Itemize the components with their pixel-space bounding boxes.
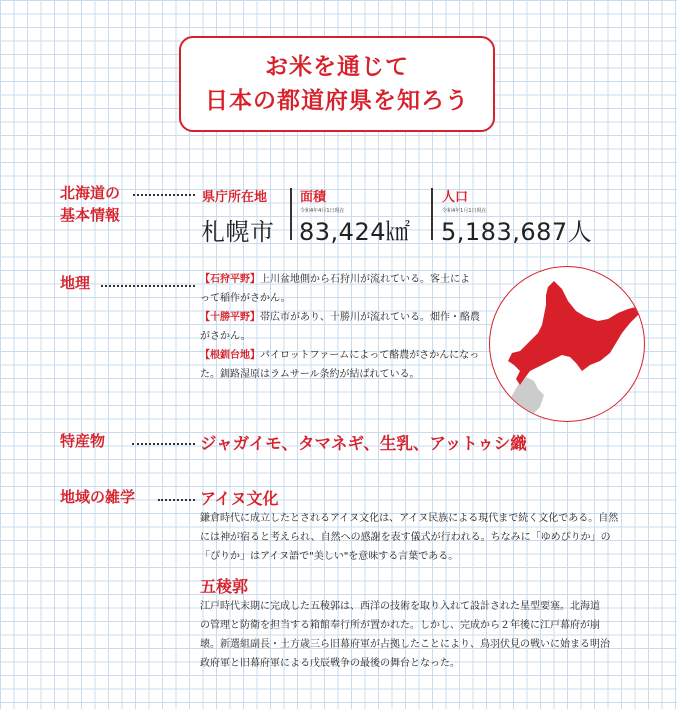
geo-line: って稲作がさかん。 [200,293,291,304]
neighbor-land [504,377,544,421]
paragraph-line: 「ぴりか」はアイヌ語で"美しい"を意味する言葉である。 [200,551,459,562]
geo-tag: 【十勝平野】 [200,312,260,323]
geo-line: 上川盆地側から石狩川が流れている。客土によ [260,274,470,285]
divider-2 [431,188,433,240]
area-value: 83,424㎢ [299,218,411,246]
products-leader [132,443,195,445]
title-line-1: お米を通じて [265,54,409,80]
trivia-label: 地域の雑学 [60,488,136,506]
paragraph-line: の管理と防衛を担当する箱館奉行所が置かれた。しかし、完成から２年後に江戸幕府が崩 [200,620,600,631]
ainu-heading: アイヌ文化 [200,489,279,508]
hokkaido-map [489,266,645,422]
capital-caption: 県庁所在地 [202,190,268,205]
geography-text [200,270,500,384]
paragraph-line: には神が宿ると考えられ、自然への感謝を表す儀式が行われる。ちなみに「ゆめぴりか」の [200,532,611,543]
geo-item-ishikari [200,270,500,308]
ainu-paragraph [200,509,632,566]
products-value: ジャガイモ、タマネギ、生乳、アットゥシ織 [200,434,527,453]
geo-tag: 【石狩平野】 [200,274,260,285]
hokkaido-shape [508,281,640,385]
geo-item-konsen [200,346,500,384]
geo-line: 帯広市があり、十勝川が流れている。畑作・酪農 [260,312,480,323]
geo-line: た。釧路湿原はラムサール条約が結ばれている。 [200,369,420,380]
paragraph-line: 江戸時代末期に完成した五稜郭は、西洋の技術を取り入れて設計された星型要塞。北海道 [200,601,600,612]
geography-label: 地理 [60,274,91,292]
population-value: 5,183,687人 [441,218,593,246]
geo-line: パイロットファームによって酪農がさかんになっ [260,350,480,361]
population-note: 令和4年1月1日現在 [442,208,487,214]
geo-line: がさかん。 [200,331,251,342]
basic-info-label-line2: 基本情報 [60,206,121,224]
trivia-leader [158,499,195,501]
geo-tag: 【根釧台地】 [200,350,260,361]
hokkaido-map-svg [490,267,644,421]
products-label: 特産物 [60,432,106,450]
geography-leader [101,285,195,287]
goryokaku-heading: 五稜郭 [200,577,249,596]
basic-info-label-line1: 北海道の [60,184,121,202]
capital-value: 札幌市 [201,218,275,246]
area-caption: 面積 [300,190,327,205]
paragraph-line: 壊。新選組副長・土方歳三ら旧幕府軍が占拠したことにより、鳥羽伏見の戦いに始まる明治 [200,639,610,650]
paragraph-line: 政府軍と旧幕府軍による戊辰戦争の最後の舞台となった。 [200,658,460,669]
title-line-2: 日本の都道府県を知ろう [205,88,469,114]
basic-info-label [60,182,120,226]
title-box [179,36,495,132]
population-caption: 人口 [442,190,469,205]
goryokaku-paragraph [200,597,632,673]
geo-item-tokachi [200,308,500,346]
area-note: 令和4年4月1日現在 [300,208,345,214]
divider-1 [290,188,292,240]
paragraph-line: 鎌倉時代に成立したとされるアイヌ文化は、アイヌ民族による現代まで続く文化である。自然 [200,513,619,524]
basic-info-leader [133,194,195,196]
